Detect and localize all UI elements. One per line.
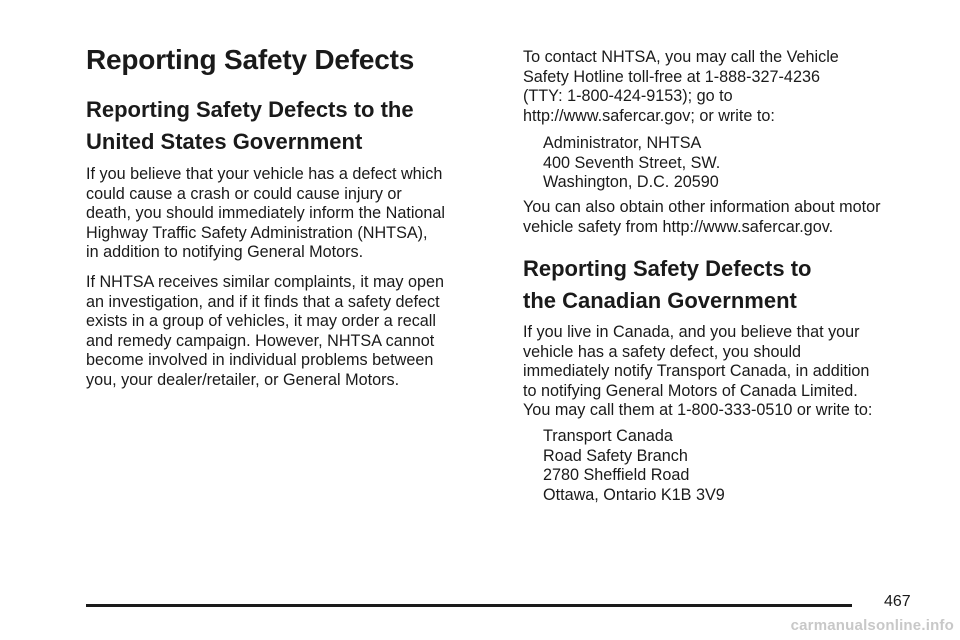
watermark-text: carmanualsonline.info xyxy=(790,617,954,634)
heading-line: Reporting Safety Defects to xyxy=(523,256,812,281)
text-line: If you live in Canada, and you believe that your xyxy=(523,323,860,341)
address-line: 2780 Sheffield Road xyxy=(543,466,690,485)
heading-line: the Canadian Government xyxy=(523,288,797,313)
address-line: 400 Seventh Street, SW. xyxy=(543,153,721,172)
text-line: vehicle has a safety defect, you should xyxy=(523,342,802,361)
page-title: Reporting Safety Defects xyxy=(86,44,415,75)
text-line: in addition to notifying General Motors. xyxy=(86,243,364,262)
us-intro-paragraph xyxy=(86,165,445,263)
text-line: to notifying General Motors of Canada Limited. xyxy=(523,381,858,400)
canada-paragraph xyxy=(523,323,872,421)
footer-rule xyxy=(86,604,852,607)
nhtsa-investigation-paragraph xyxy=(86,273,444,391)
address-line: Ottawa, Ontario K1B 3V9 xyxy=(543,485,725,504)
address-line: Administrator, NHTSA xyxy=(543,134,702,152)
text-line: You can also obtain other information about motor xyxy=(523,198,881,216)
text-line: you, your dealer/retailer, or General Motors. xyxy=(86,370,400,389)
text-line: vehicle safety from http://www.safercar.gov. xyxy=(523,217,834,236)
text-line: become involved in individual problems between xyxy=(86,351,434,370)
text-line: death, you should immediately inform the National xyxy=(86,204,446,223)
text-line: You may call them at 1-800-333-0510 or write to: xyxy=(523,401,873,420)
text-line: Highway Traffic Safety Administration (NHTSA), xyxy=(86,223,428,242)
address-line: Washington, D.C. 20590 xyxy=(543,173,719,192)
address-line: Road Safety Branch xyxy=(543,446,688,465)
nhtsa-mailing-address xyxy=(543,134,720,193)
heading-line: Reporting Safety Defects to the xyxy=(86,97,414,122)
text-line: Safety Hotline toll-free at 1-888-327-4236 xyxy=(523,67,820,86)
transport-canada-address xyxy=(543,427,725,505)
text-line: http://www.safercar.gov; or write to: xyxy=(523,106,775,125)
text-line: an investigation, and if it finds that a safety defect xyxy=(86,292,440,311)
text-line: immediately notify Transport Canada, in addition xyxy=(523,362,870,381)
nhtsa-contact-paragraph xyxy=(523,48,839,126)
address-line: Transport Canada xyxy=(543,427,673,445)
text-line: To contact NHTSA, you may call the Vehicle xyxy=(523,48,839,66)
heading-line: United States Government xyxy=(86,129,363,154)
more-info-paragraph xyxy=(523,198,881,237)
text-line: (TTY: 1-800-424-9153); go to xyxy=(523,87,733,106)
text-line: exists in a group of vehicles, it may order a recall xyxy=(86,312,436,331)
text-line: If NHTSA receives similar complaints, it may open xyxy=(86,273,445,291)
us-section-heading xyxy=(86,94,414,158)
text-line: If you believe that your vehicle has a defect which xyxy=(86,165,443,183)
canada-section-heading xyxy=(523,253,812,317)
page-number: 467 xyxy=(884,593,911,610)
text-line: and remedy campaign. However, NHTSA cannot xyxy=(86,331,435,350)
text-line: could cause a crash or could cause injury or xyxy=(86,184,402,203)
